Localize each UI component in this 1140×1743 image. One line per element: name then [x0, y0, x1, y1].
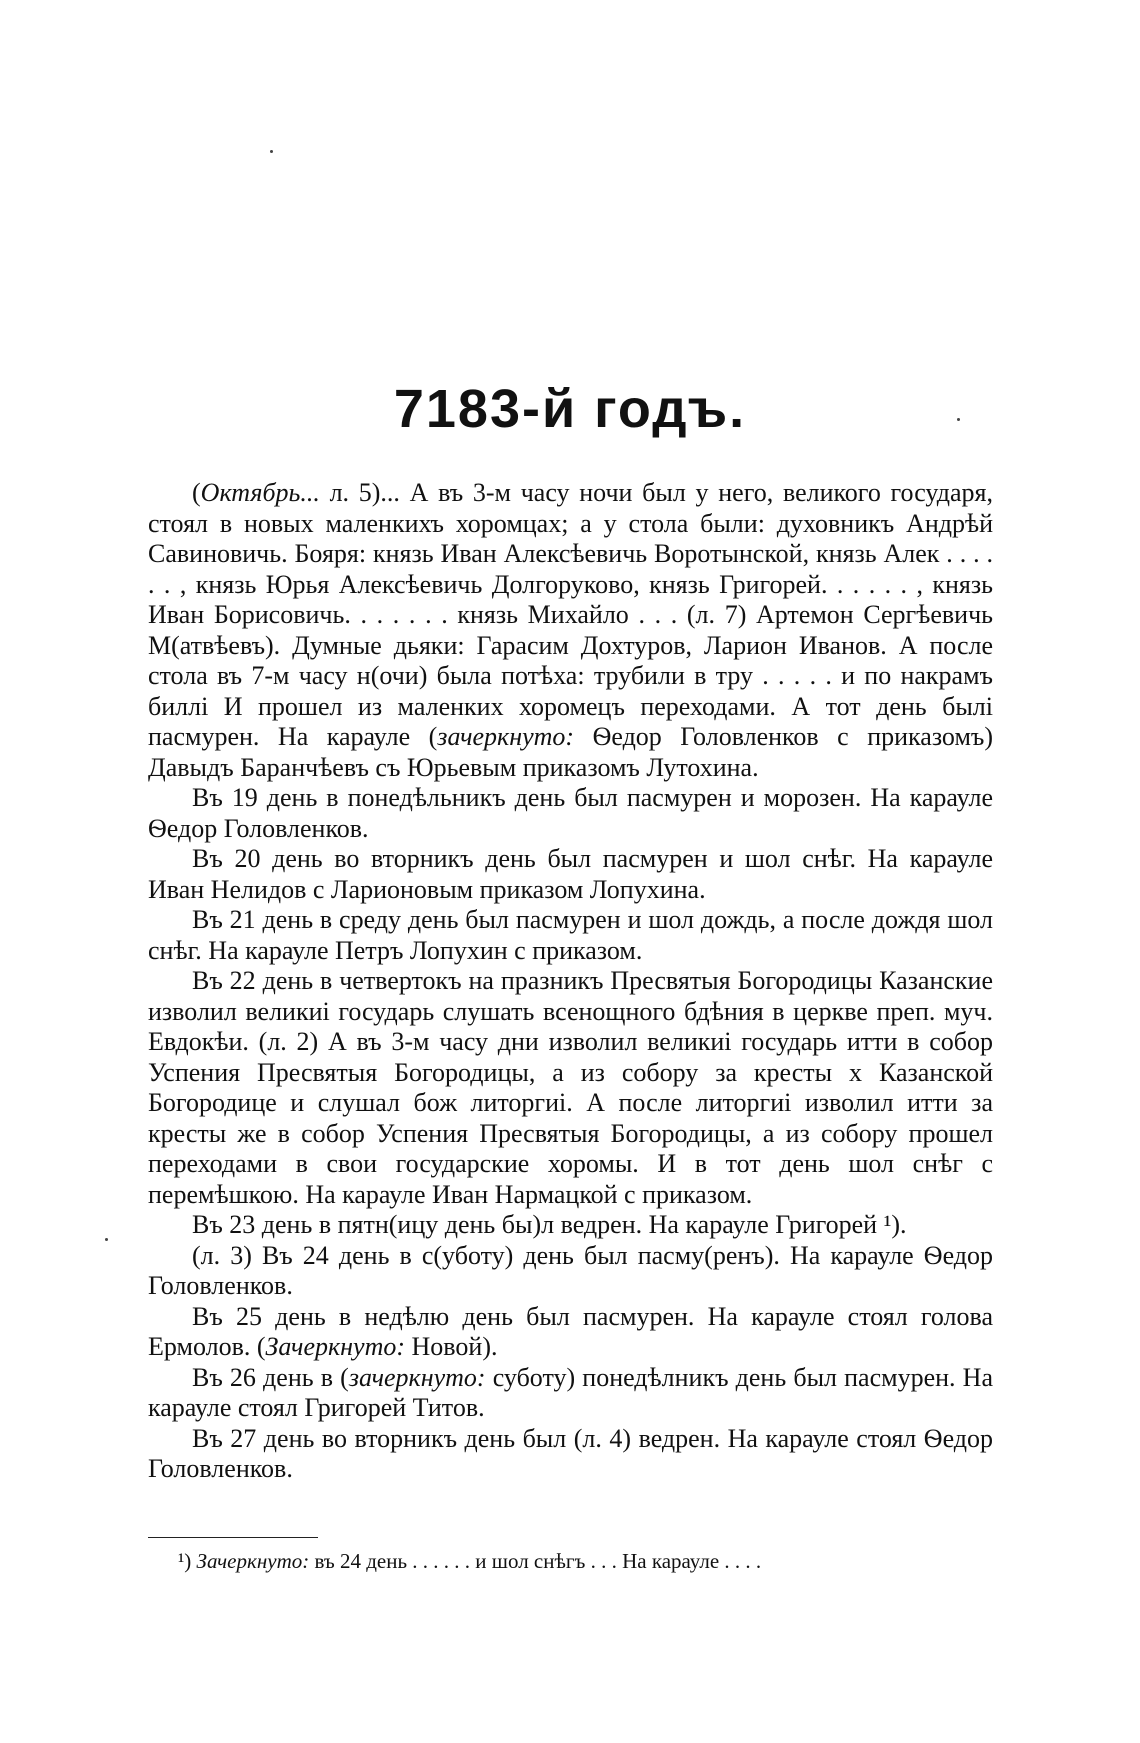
paragraph [148, 905, 993, 966]
speck-mark [270, 150, 273, 153]
paragraph [148, 1363, 993, 1424]
paragraph-text: Въ 22 день в четвертокъ на празникъ Пресвятыя Богородицы Казанские изволил великиі государь слушать всенощного бдѣния в церкве преп. муч. Евдокѣи. (л. 2) А въ 3-м часу дни изволил великиі государь итти в собор Успения Пресвятыя Богородицы, а из собору за кресты х Казанской Богородице и слушал бож литоргиі. А после литоргиі изволил итти за кресты же в собор Успения Пресвятыя Богородицы, а из собору прошел переходами в свои государские хоромы. И в тот день шол снѣг с перемѣшкою. На карауле Иван Нармацкой с приказом. [148, 966, 993, 1209]
paragraph-text: суботу) понедѣлникъ день был пасмурен. На карауле стоял Григорей Титов. [148, 1362, 993, 1422]
body-text [148, 478, 993, 1485]
footnote-divider [148, 1537, 318, 1538]
paragraph-text: Въ 26 день в ( [192, 1362, 349, 1392]
paragraph [148, 478, 993, 783]
paragraph-text: Въ 27 день во вторникъ день был (л. 4) ведрен. На карауле стоял Ѳедор Головленков. [148, 1423, 993, 1483]
paragraph [148, 1302, 993, 1363]
page-title: 7183-й годъ. [393, 379, 747, 439]
paragraph-text: л. 5)... А въ 3-м часу ночи был у него, великого государя, стоял в новых маленкихъ хоромцах; а у стола были: духовникъ Андрѣй Савиновичь. Бояря: князь Иван Алексѣевичь Воротынской, князь Алек . . . . . . , князь Юрья Алексѣевичь Долгоруково, князь Григорей. . . . . . , князь Иван Борисовичь. . . . . . . князь Михайло . . . (л. 7) Артемон Сергѣевичь М(атвѣевъ). Думные дьяки: Гарасим Дохтуров, Ларион Иванов. А после стола въ 7-м часу н(очи) была потѣха: трубили в тру . . . . . и по накрамъ биллі И прошел из маленких хоромецъ переходами. А тот день былі пасмурен. На карауле ( [148, 478, 993, 751]
italic-text: Октябрь... [200, 478, 320, 507]
italic-text: зачеркнуто: [437, 722, 575, 751]
italic-text: Зачеркнуто: [265, 1332, 406, 1361]
footnote-text: въ 24 день . . . . . . и шол снѣгъ . . . На карауле . . . . [309, 1549, 762, 1573]
footnote [178, 1548, 988, 1574]
speck-mark [105, 1238, 108, 1241]
italic-text: зачеркнуто: [348, 1362, 486, 1392]
paragraph-text: ( [192, 478, 201, 507]
paragraph-text: (л. 3) Въ 24 день в с(уботу) день был пасму(ренъ). На карауле Ѳедор Головленков. [148, 1240, 993, 1300]
paragraph-text: Въ 23 день в пятн(ицу день бы)л ведрен. На карауле Григорей ¹). [192, 1210, 907, 1239]
paragraph [148, 966, 993, 1210]
paragraph [148, 783, 993, 844]
paragraph [148, 1210, 993, 1241]
footnote-marker: ¹) [178, 1549, 197, 1573]
paragraph-text: Ѳедор Головленков с приказомъ) Давыдъ Баранчѣевъ съ Юрьевым приказомъ Лутохина. [148, 722, 993, 782]
paragraph-text: Новой). [405, 1332, 498, 1361]
paragraph-text: Въ 25 день в недѣлю день был пасмурен. На карауле стоял голова Ермолов. ( [148, 1301, 993, 1361]
footnote-label: Зачеркнуто: [196, 1549, 310, 1573]
paragraph [148, 1424, 993, 1485]
paragraph [148, 844, 993, 905]
paragraph [148, 1241, 993, 1302]
paragraph-text: Въ 19 день в понедѣльникъ день был пасмурен и морозен. На карауле Ѳедор Головленков. [148, 783, 993, 843]
paragraph-text: Въ 20 день во вторникъ день был пасмурен и шол снѣг. На карауле Иван Нелидов с Ларионовым приказом Лопухина. [148, 844, 993, 904]
paragraph-text: Въ 21 день в среду день был пасмурен и шол дождь, а после дождя шол снѣг. На карауле Петръ Лопухин с приказом. [148, 905, 993, 965]
